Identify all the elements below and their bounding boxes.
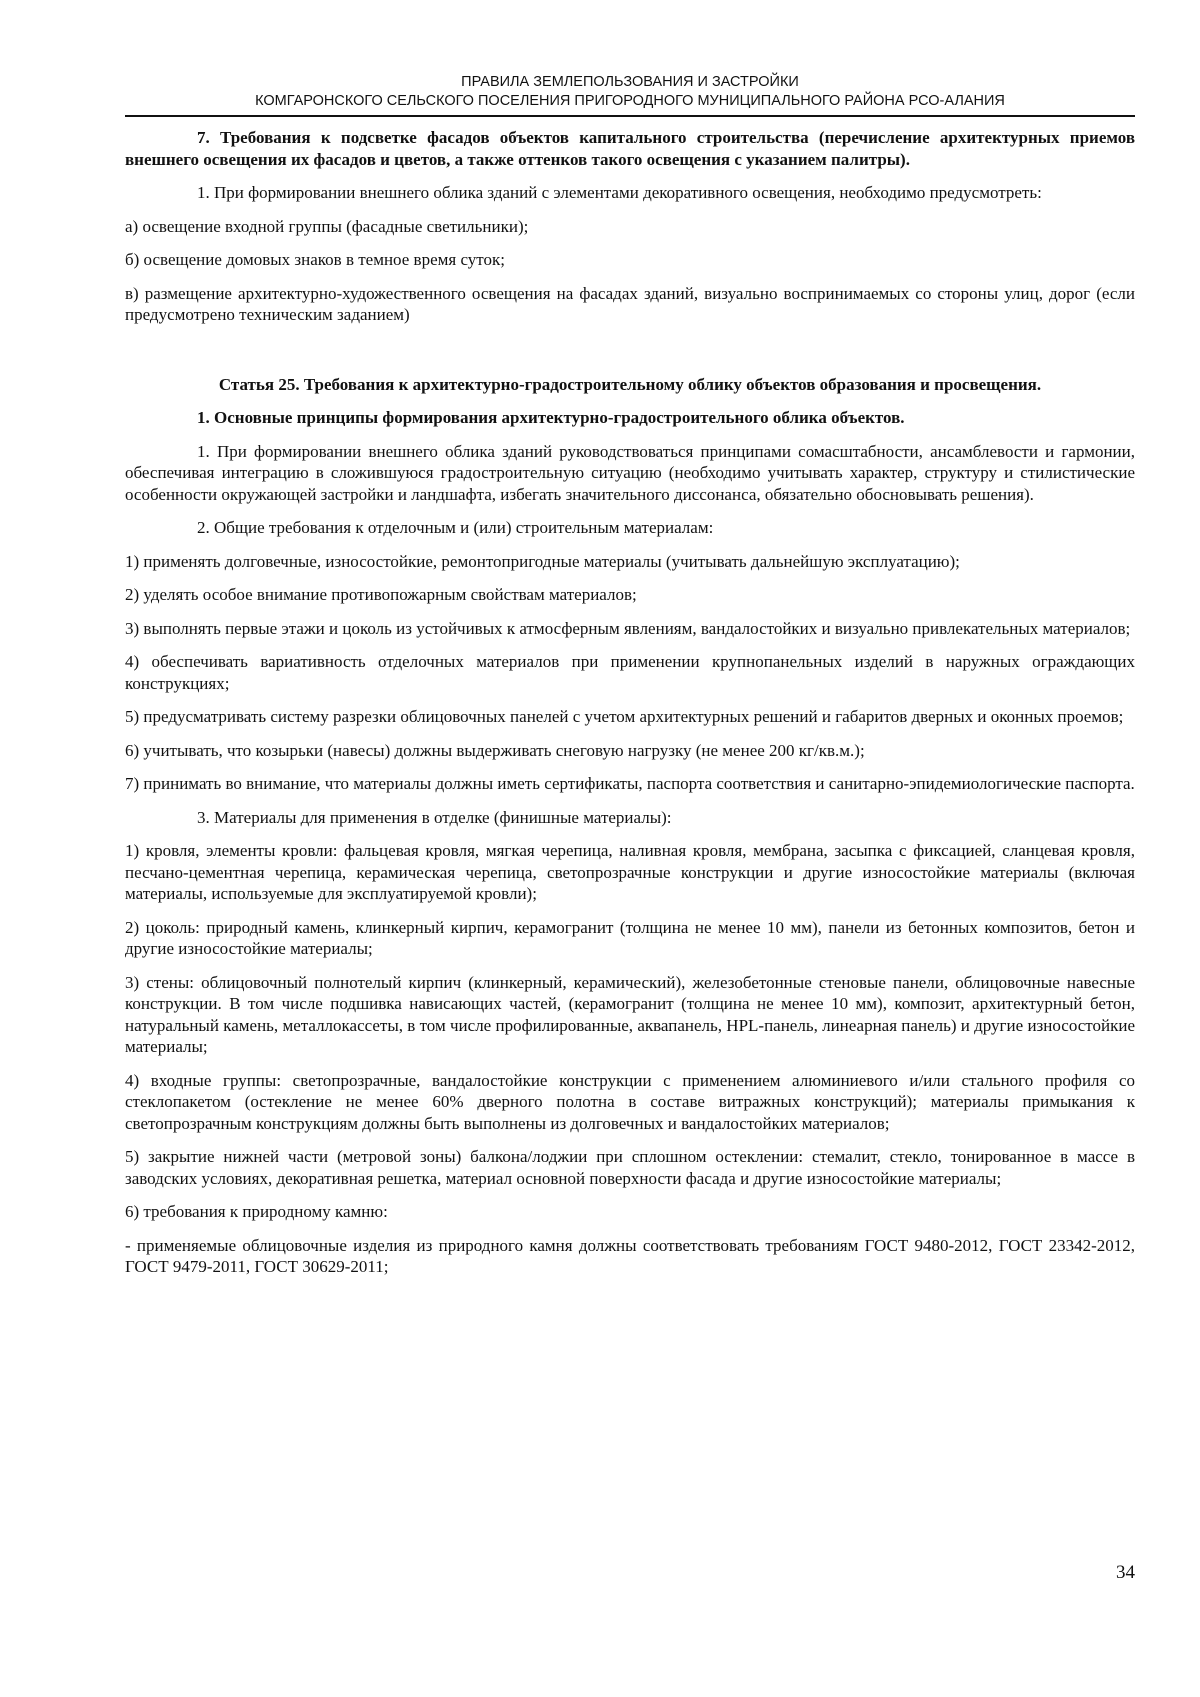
- running-header: [125, 73, 1135, 111]
- list-item: 2) уделять особое внимание противопожарным свойствам материалов;: [125, 585, 637, 604]
- list-item: в) размещение архитектурно-художественного освещения на фасадах зданий, визуально воспринимаемых со стороны улиц, дорог (если предусмотрено техническим заданием): [125, 283, 1135, 324]
- list-item: б) освещение домовых знаков в темное время суток;: [125, 250, 505, 269]
- list-item: 6) требования к природному камню:: [125, 1202, 388, 1221]
- article-25-subheading: 1. Основные принципы формирования архитектурно-градостроительного облика объектов.: [197, 408, 905, 427]
- list-item: а) освещение входной группы (фасадные светильники);: [125, 216, 529, 236]
- article-25-paragraph-1: 1. При формировании внешнего облика зданий руководствоваться принципами сомасштабности, ансамблевости и гармонии, обеспечивая интеграцию в сложившуюся градостроительную ситуацию (необходимо учитывать характер, структуру и стилистические особенности окружающей застройки и ландшафта, избегать значительного диссонанса, обязательно обосновывать решения).: [125, 441, 1135, 504]
- header-line-1: ПРАВИЛА ЗЕМЛЕПОЛЬЗОВАНИЯ И ЗАСТРОЙКИ: [461, 74, 799, 90]
- list-item: 5) закрытие нижней части (метровой зоны) балкона/лоджии при сплошном остеклении: стемалит, стекло, тонированное в массе в заводских условиях, декоративная решетка, материал основной поверхности фасада и другие износостойкие материалы;: [125, 1147, 1135, 1188]
- document-body: [125, 127, 1135, 1290]
- header-divider: [125, 115, 1135, 117]
- list-item: 2) цоколь: природный камень, клинкерный кирпич, керамогранит (толщина не менее 10 мм), панели из бетонных композитов, бетон и другие износостойкие материалы;: [125, 917, 1135, 958]
- list-item: 4) входные группы: светопрозрачные, вандалостойкие конструкции с применением алюминиевого и/или стального профиля со стеклопакетом (остекление не менее 60% дверного полотна в составе витражных конструкций); материалы примыкания к светопрозрачным конструкциям должны быть выполнены из долговечных и вандалостойких материалов;: [125, 1070, 1135, 1133]
- list-item: 6) учитывать, что козырьки (навесы) должны выдерживать снеговую нагрузку (не менее 200 кг/кв.м.);: [125, 740, 865, 760]
- section-7-heading: 7. Требования к подсветке фасадов объектов капитального строительства (перечисление архитектурных приемов внешнего освещения их фасадов и цветов, а также оттенков такого освещения с указанием палитры).: [125, 128, 1135, 169]
- list-item: 3) выполнять первые этажи и цоколь из устойчивых к атмосферным явлениям, вандалостойких и визуально привлекательных материалов;: [125, 618, 1131, 638]
- list-item: - применяемые облицовочные изделия из природного камня должны соответствовать требованиям ГОСТ 9480-2012, ГОСТ 23342-2012, ГОСТ 9479-2011, ГОСТ 30629-2011;: [125, 1235, 1135, 1276]
- article-25-paragraph-3: 3. Материалы для применения в отделке (финишные материалы):: [197, 807, 672, 827]
- article-25-title: Статья 25. Требования к архитектурно-градостроительному облику объектов образования и просвещения.: [218, 374, 1042, 394]
- article-25-paragraph-2: 2. Общие требования к отделочным и (или) строительным материалам:: [197, 518, 714, 537]
- page-number: 34: [1116, 1562, 1135, 1583]
- list-item: 7) принимать во внимание, что материалы должны иметь сертификаты, паспорта соответствия и санитарно-эпидемиологические паспорта.: [125, 774, 1135, 793]
- list-item: 1) кровля, элементы кровли: фальцевая кровля, мягкая черепица, наливная кровля, мембрана, засыпка с фиксацией, сланцевая кровля, песчано-цементная черепица, керамическая черепица, светопрозрачные конструкции и другие износостойкие материалы (включая материалы, используемые для эксплуатируемой кровли);: [125, 841, 1135, 903]
- list-item: 3) стены: облицовочный полнотелый кирпич (клинкерный, керамический), железобетонные стеновые панели, облицовочные навесные конструкции. В том числе подшивка нависающих частей, (керамогранит (толщина не менее 10 мм), композит, архитектурный бетон, натуральный камень, металлокассеты, в том числе профилированные, аквапанель, HPL-панель, линеарная панель) и другие износостойкие материалы;: [125, 972, 1135, 1056]
- list-item: 4) обеспечивать вариативность отделочных материалов при применении крупнопанельных изделий в наружных ограждающих конструкциях;: [125, 652, 1135, 693]
- section-7-intro: 1. При формировании внешнего облика зданий с элементами декоративного освещения, необходимо предусмотреть:: [197, 183, 1042, 202]
- list-item: 5) предусматривать систему разрезки облицовочных панелей с учетом архитектурных решений и габаритов дверных и оконных проемов;: [125, 707, 1124, 726]
- list-item: 1) применять долговечные, износостойкие, ремонтопригодные материалы (учитывать дальнейшую эксплуатацию);: [125, 551, 960, 571]
- section-spacer: [125, 338, 1135, 374]
- header-line-2: КОМГАРОНСКОГО СЕЛЬСКОГО ПОСЕЛЕНИЯ ПРИГОРОДНОГО МУНИЦИПАЛЬНОГО РАЙОНА РСО-АЛАНИЯ: [255, 93, 1005, 109]
